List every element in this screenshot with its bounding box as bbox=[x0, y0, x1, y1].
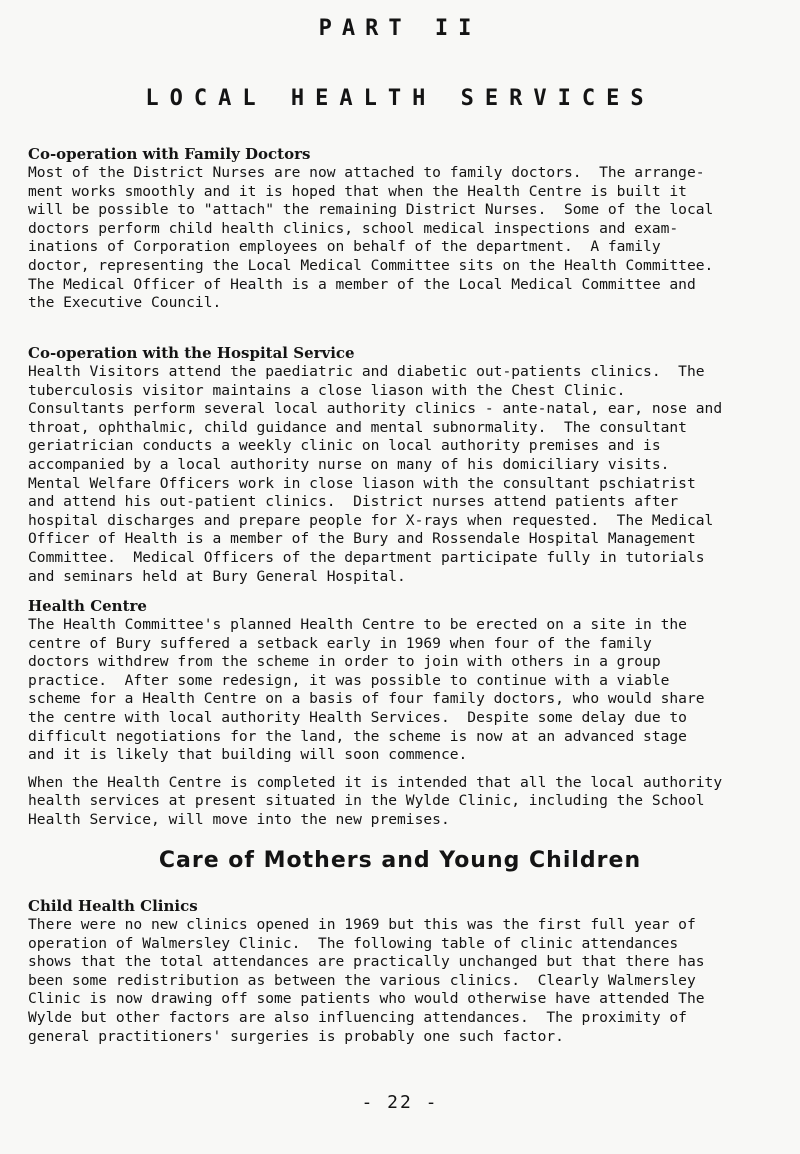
text-line: inations of Corporation employees on behalf of the department. A family bbox=[28, 238, 661, 256]
text-line: throat, ophthalmic, child guidance and mental subnormality. The consultant bbox=[28, 418, 687, 436]
care-heading: Care of Mothers and Young Children bbox=[158, 848, 642, 873]
text-line: general practitioners' surgeries is probably one such factor. bbox=[28, 1027, 564, 1045]
text-line: Clinic is now drawing off some patients who would otherwise have attended The bbox=[28, 990, 705, 1008]
text-line: scheme for a Health Centre on a basis of four family doctors, who would share bbox=[28, 690, 705, 708]
text-line: and attend his out-patient clinics. District nurses attend patients after bbox=[28, 493, 679, 511]
text-line: The Medical Officer of Health is a member of the Local Medical Committee and bbox=[28, 275, 696, 293]
child-clinics-section bbox=[28, 896, 788, 1046]
text-line: and it is likely that building will soon commence. bbox=[28, 746, 468, 764]
text-line: tuberculosis visitor maintains a close liason with the Chest Clinic. bbox=[28, 381, 626, 399]
text-line: the centre with local authority Health Services. Despite some delay due to bbox=[28, 708, 687, 726]
hospital-service-heading: Co-operation with the Hospital Service bbox=[28, 344, 355, 362]
page-number: - 22 - bbox=[361, 1092, 439, 1113]
child-clinics-body bbox=[28, 916, 788, 1046]
text-line: There were no new clinics opened in 1969 but this was the first full year of bbox=[28, 916, 696, 933]
text-line: health services at present situated in the Wylde Clinic, including the School bbox=[28, 792, 705, 810]
text-line: geriatrician conducts a weekly clinic on local authority premises and is bbox=[28, 437, 661, 455]
text-line: the Executive Council. bbox=[28, 294, 222, 312]
text-line: The Health Committee's planned Health Centre to be erected on a site in the bbox=[28, 616, 687, 633]
text-line: Health Visitors attend the paediatric and diabetic out-patients clinics. The bbox=[28, 363, 705, 380]
text-line: Health Service, will move into the new premises. bbox=[28, 810, 450, 828]
text-line: Most of the District Nurses are now attached to family doctors. The arrange- bbox=[28, 164, 705, 181]
health-centre-body-2 bbox=[28, 774, 788, 830]
text-line: Committee. Medical Officers of the department participate fully in tutorials bbox=[28, 548, 705, 566]
text-line: will be possible to "attach" the remaining District Nurses. Some of the local bbox=[28, 201, 714, 219]
text-line: centre of Bury suffered a setback early in 1969 when four of the family bbox=[28, 634, 652, 652]
text-line: doctors perform child health clinics, school medical inspections and exam- bbox=[28, 219, 679, 237]
text-line: shows that the total attendances are practically unchanged but that there has bbox=[28, 953, 705, 971]
health-centre-heading: Health Centre bbox=[28, 597, 147, 615]
section-title: LOCAL HEALTH SERVICES bbox=[145, 86, 655, 111]
text-line: practice. After some redesign, it was possible to continue with a viable bbox=[28, 671, 670, 689]
text-line: doctors withdrew from the scheme in order to join with others in a group bbox=[28, 653, 661, 671]
family-doctors-heading: Co-operation with Family Doctors bbox=[28, 145, 311, 163]
text-line: hospital discharges and prepare people for X-rays when requested. The Medical bbox=[28, 511, 714, 529]
text-line: When the Health Centre is completed it is intended that all the local authority bbox=[28, 773, 723, 791]
text-line: and seminars held at Bury General Hospital. bbox=[28, 567, 406, 585]
text-line: accompanied by a local authority nurse on many of his domiciliary visits. bbox=[28, 455, 670, 473]
family-doctors-section bbox=[28, 144, 788, 313]
child-clinics-heading: Child Health Clinics bbox=[28, 897, 198, 915]
text-line: difficult negotiations for the land, the scheme is now at an advanced stage bbox=[28, 727, 687, 745]
health-centre-body bbox=[28, 616, 788, 765]
text-line: ment works smoothly and it is hoped that when the Health Centre is built it bbox=[28, 182, 687, 200]
hospital-service-body bbox=[28, 363, 788, 586]
text-line: operation of Walmersley Clinic. The following table of clinic attendances bbox=[28, 934, 679, 952]
health-centre-section bbox=[28, 596, 788, 830]
text-line: Mental Welfare Officers work in close liason with the consultant pschiatrist bbox=[28, 474, 696, 492]
part-title: PART II bbox=[318, 16, 482, 41]
text-line: Consultants perform several local authority clinics - ante-natal, ear, nose and bbox=[28, 400, 723, 418]
text-line: Officer of Health is a member of the Bury and Rossendale Hospital Management bbox=[28, 530, 696, 548]
text-line: been some redistribution as between the various clinics. Clearly Walmersley bbox=[28, 971, 696, 989]
text-line: Wylde but other factors are also influencing attendances. The proximity of bbox=[28, 1008, 687, 1026]
family-doctors-body bbox=[28, 164, 788, 313]
hospital-service-section bbox=[28, 343, 788, 586]
text-line: doctor, representing the Local Medical Committee sits on the Health Committee. bbox=[28, 256, 714, 274]
